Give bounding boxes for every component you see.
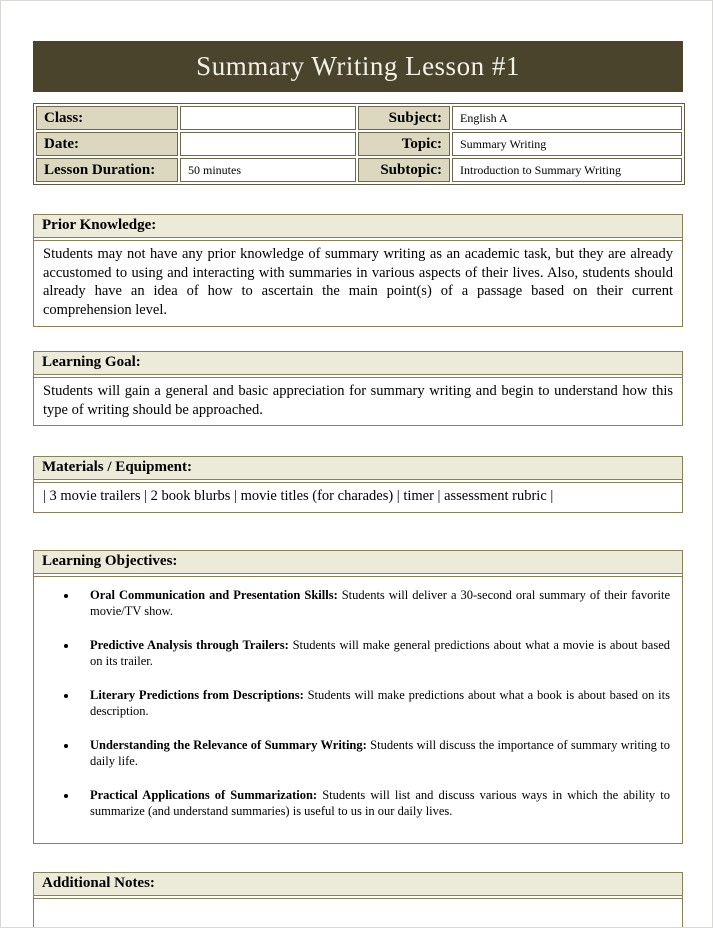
table-row <box>36 132 682 156</box>
objectives-list <box>46 587 670 820</box>
page-title: Summary Writing Lesson #1 <box>196 51 520 81</box>
objective-text: Students will deliver a 30-second oral summary of their favorite movie/TV show. <box>90 587 670 619</box>
learning-goal-body: Students will gain a general and basic appreciation for summary writing and begin to understand how this type of writing should be approached. <box>34 377 682 425</box>
table-row <box>36 106 682 130</box>
list-item <box>78 787 670 820</box>
objective-title: Oral Communication and Presentation Skills: <box>90 587 338 602</box>
section-learning-objectives <box>33 550 683 844</box>
subtopic-label: Subtopic: <box>358 158 450 182</box>
list-item <box>78 687 670 720</box>
section-materials-equipment <box>33 456 683 513</box>
section-learning-goal <box>33 351 683 426</box>
lesson-duration-value: 50 minutes <box>180 158 356 182</box>
learning-objectives-body <box>34 576 682 843</box>
objective-title: Predictive Analysis through Trailers: <box>90 637 289 652</box>
objective-text: Students will discuss the importance of summary writing to daily life. <box>90 737 671 769</box>
date-value <box>180 132 356 156</box>
additional-notes-body <box>34 898 682 928</box>
list-item <box>78 637 670 670</box>
objective-title: Literary Predictions from Descriptions: <box>90 687 304 702</box>
date-label: Date: <box>36 132 178 156</box>
class-value <box>180 106 356 130</box>
document-title-banner <box>33 41 683 92</box>
learning-goal-heading: Learning Goal: <box>34 352 682 375</box>
class-label: Class: <box>36 106 178 130</box>
list-item <box>78 737 670 770</box>
materials-equipment-heading: Materials / Equipment: <box>34 457 682 480</box>
objective-title: Understanding the Relevance of Summary Writing: <box>90 737 367 752</box>
objective-title: Practical Applications of Summarization: <box>90 787 318 802</box>
subject-label: Subject: <box>358 106 450 130</box>
table-row <box>36 158 682 182</box>
section-prior-knowledge <box>33 214 683 327</box>
objective-text: Students will make predictions about what a book is about based on its description. <box>90 687 670 719</box>
subject-value: English A <box>452 106 682 130</box>
additional-notes-heading: Additional Notes: <box>34 873 682 896</box>
materials-equipment-body: | 3 movie trailers | 2 book blurbs | movie titles (for charades) | timer | assessment rubric | <box>34 482 682 512</box>
subtopic-value: Introduction to Summary Writing <box>452 158 682 182</box>
topic-value: Summary Writing <box>452 132 682 156</box>
lesson-info-table <box>33 103 685 185</box>
learning-objectives-heading: Learning Objectives: <box>34 551 682 574</box>
lesson-duration-label: Lesson Duration: <box>36 158 178 182</box>
prior-knowledge-body: Students may not have any prior knowledge of summary writing as an academic task, but they are already accustomed to using and interacting with summaries in various aspects of their lives. Also, students should already have an idea of how to ascertain the main point(s) of a passage based on their current comprehension level. <box>34 240 682 326</box>
objective-text: Students will list and discuss various ways in which the ability to summarize (and understand summaries) is useful to us in our daily lives. <box>90 787 670 819</box>
document-content <box>33 41 683 928</box>
topic-label: Topic: <box>358 132 450 156</box>
list-item <box>78 587 670 620</box>
objective-text: Students will make general predictions about what a movie is about based on its trailer. <box>90 637 670 669</box>
prior-knowledge-heading: Prior Knowledge: <box>34 215 682 238</box>
section-additional-notes <box>33 872 683 928</box>
